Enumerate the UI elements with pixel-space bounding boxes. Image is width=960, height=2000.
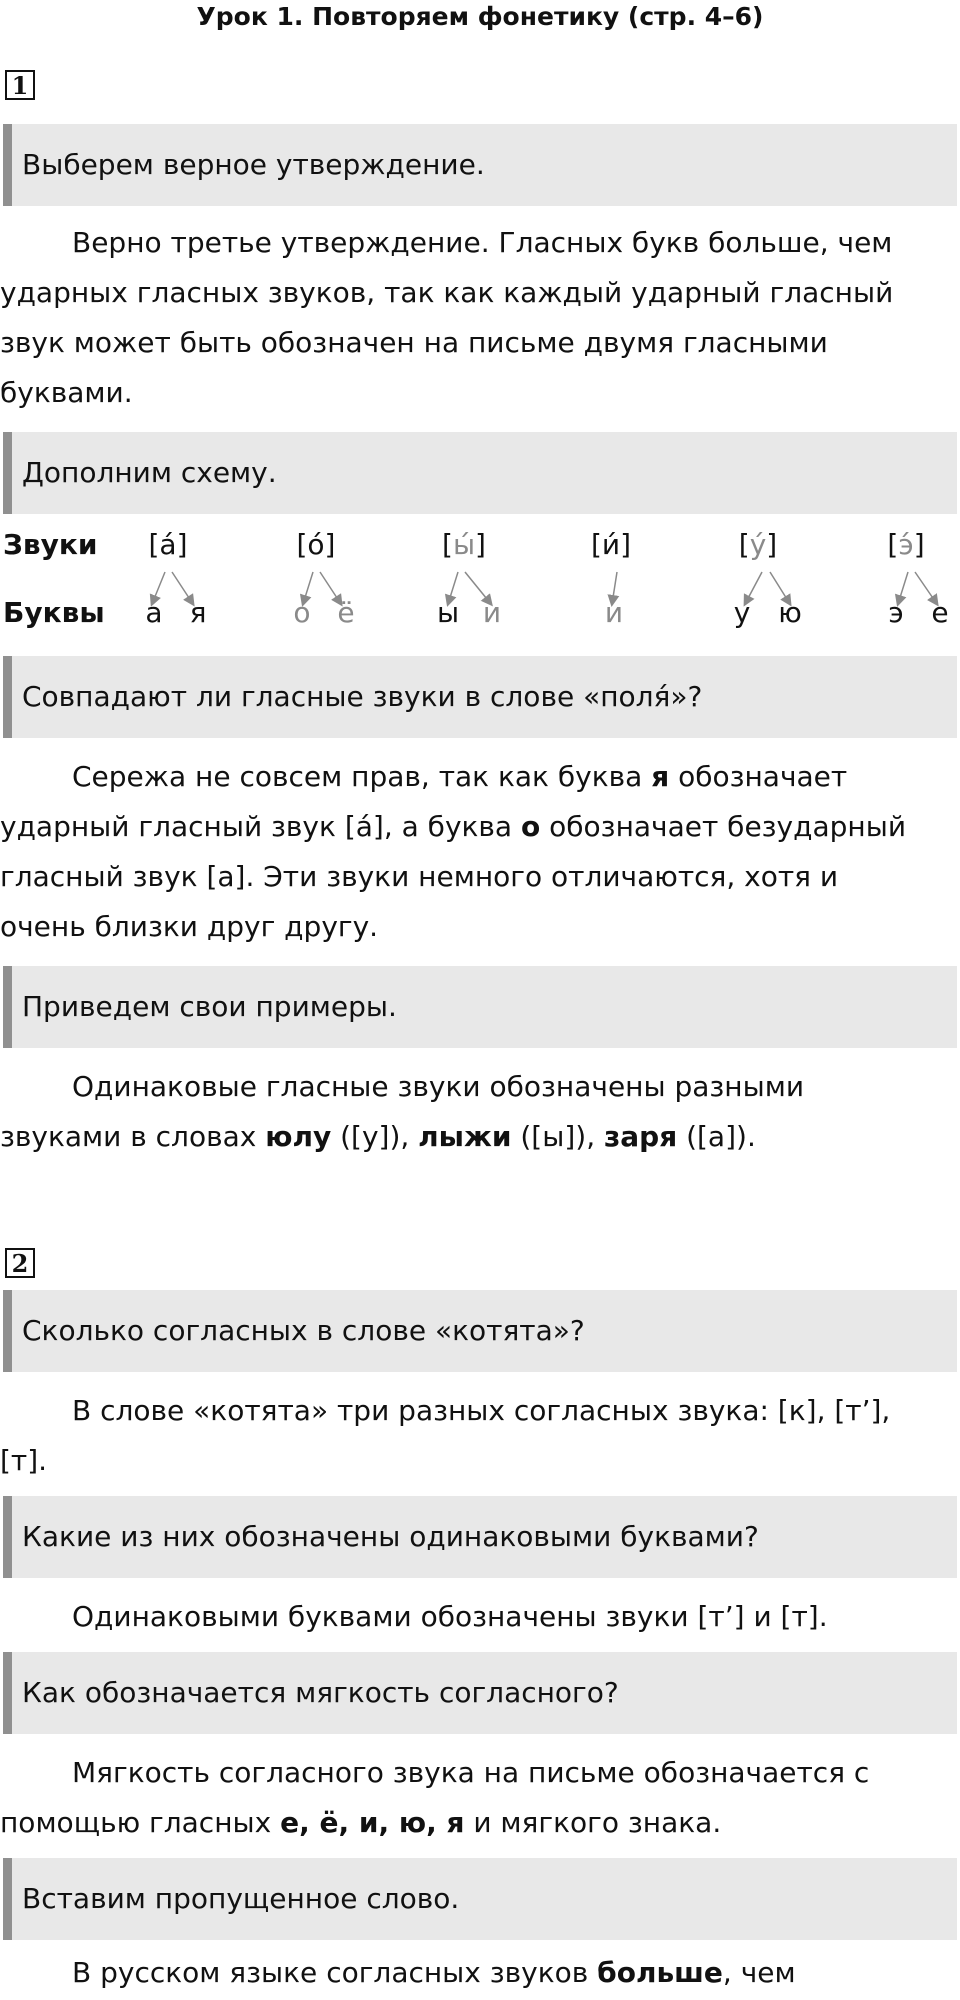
- text-line: [0, 752, 960, 802]
- task-number-1: 1: [5, 70, 35, 100]
- question-bar: Дополним схему.: [3, 432, 957, 514]
- letter-item: и: [604, 596, 624, 629]
- bold-letters: е, ё, и, ю, я: [280, 1806, 465, 1839]
- text-span: ([а]).: [677, 1120, 756, 1153]
- question-bar: Как обозначается мягкость согласного?: [3, 1652, 957, 1734]
- letter-item: ю: [778, 596, 802, 629]
- bracket-close: ]: [475, 528, 486, 561]
- answer-paragraph: [0, 1948, 960, 1998]
- letter-item: я: [189, 596, 207, 629]
- text-line: гласный звук [а]. Эти звуки немного отличаются, хотя и: [0, 860, 839, 893]
- bracket-open: [: [442, 528, 453, 561]
- bold-word: лыжи: [418, 1120, 512, 1153]
- text-line: Одинаковые гласные звуки обозначены разными: [72, 1070, 805, 1103]
- text-line: Мягкость согласного звука на письме обозначается с: [72, 1756, 870, 1789]
- text-line: [0, 1798, 960, 1848]
- letter-item: а: [145, 596, 163, 629]
- text-span: обозначает безударный: [540, 810, 907, 843]
- answer-paragraph: [0, 1062, 960, 1162]
- text-span: Сережа не совсем прав, так как буква: [72, 760, 652, 793]
- answer-paragraph: [0, 1592, 960, 1642]
- letter-item: э: [888, 596, 904, 629]
- vowel-scheme: [0, 520, 960, 640]
- text-span: ([у]),: [331, 1120, 419, 1153]
- text-span: обозначает: [669, 760, 848, 793]
- sound-letter-given: э́: [898, 528, 914, 561]
- text-span: помощью гласных: [0, 1806, 281, 1839]
- sound-item: [о́]: [296, 528, 336, 561]
- answer-paragraph: [0, 752, 960, 952]
- bracket-open: [: [887, 528, 899, 561]
- answer-paragraph: [0, 1748, 960, 1848]
- letter-item: и: [482, 596, 502, 629]
- bold-word: больше: [597, 1956, 723, 1989]
- page-title: Урок 1. Повторяем фонетику (стр. 4–6): [196, 2, 764, 31]
- letter-item: о: [293, 596, 311, 629]
- sound-item: [424, 528, 504, 561]
- sounds-label: Звуки: [3, 528, 98, 561]
- sound-item: [866, 528, 946, 561]
- text-span: и мягкого знака.: [464, 1806, 722, 1839]
- question-bar: Выберем верное утверждение.: [3, 124, 957, 206]
- text-span: звуками в словах: [0, 1120, 266, 1153]
- text-line: [0, 802, 960, 852]
- text-line: Одинаковыми буквами обозначены звуки [т’] и [т].: [72, 1600, 828, 1633]
- bold-word: заря: [604, 1120, 678, 1153]
- text-line: [0, 1112, 960, 1162]
- text-line: В слове «котята» три разных согласных звука: [к], [т’],: [72, 1394, 891, 1427]
- letter-item: ы: [436, 596, 460, 629]
- bold-word: юлу: [265, 1120, 332, 1153]
- text-line: звук может быть обозначен на письме двумя гласными: [0, 326, 828, 359]
- text-span: В русском языке согласных звуков: [72, 1956, 598, 1989]
- sound-item: [и́]: [590, 528, 632, 561]
- sound-item: [718, 528, 798, 561]
- bold-letter: я: [651, 760, 670, 793]
- bracket-open: [: [738, 528, 750, 561]
- letter-item: у: [733, 596, 751, 629]
- question-bar: Совпадают ли гласные звуки в слове «поля́»?: [3, 656, 957, 738]
- question-bar: Приведем свои примеры.: [3, 966, 957, 1048]
- question-bar: Сколько согласных в слове «котята»?: [3, 1290, 957, 1372]
- letters-label: Буквы: [3, 596, 105, 629]
- text-span: ударный гласный звук [а́], а буква: [0, 810, 521, 843]
- question-bar: Вставим пропущенное слово.: [3, 1858, 957, 1940]
- sound-letter-given: ы́: [452, 528, 476, 561]
- text-line: очень близки друг другу.: [0, 910, 379, 943]
- text-line: буквами.: [0, 376, 133, 409]
- sound-letter-given: у́: [749, 528, 767, 561]
- task-number-2: 2: [5, 1248, 35, 1278]
- bold-letter: о: [521, 810, 541, 843]
- bracket-close: ]: [766, 528, 778, 561]
- text-span: , чем: [722, 1956, 796, 1989]
- text-line: [0, 1948, 960, 1998]
- answer-paragraph: [0, 1386, 960, 1486]
- question-bar: Какие из них обозначены одинаковыми буквами?: [3, 1496, 957, 1578]
- answer-paragraph: [0, 218, 960, 418]
- text-line: [т].: [0, 1444, 48, 1477]
- sound-item: [а́]: [148, 528, 188, 561]
- bracket-close: ]: [913, 528, 925, 561]
- letter-item: е: [931, 596, 949, 629]
- text-span: ([ы]),: [511, 1120, 604, 1153]
- letter-item: ё: [337, 596, 355, 629]
- text-line: ударных гласных звуков, так как каждый ударный гласный: [0, 276, 894, 309]
- text-line: Верно третье утверждение. Гласных букв больше, чем: [72, 226, 893, 259]
